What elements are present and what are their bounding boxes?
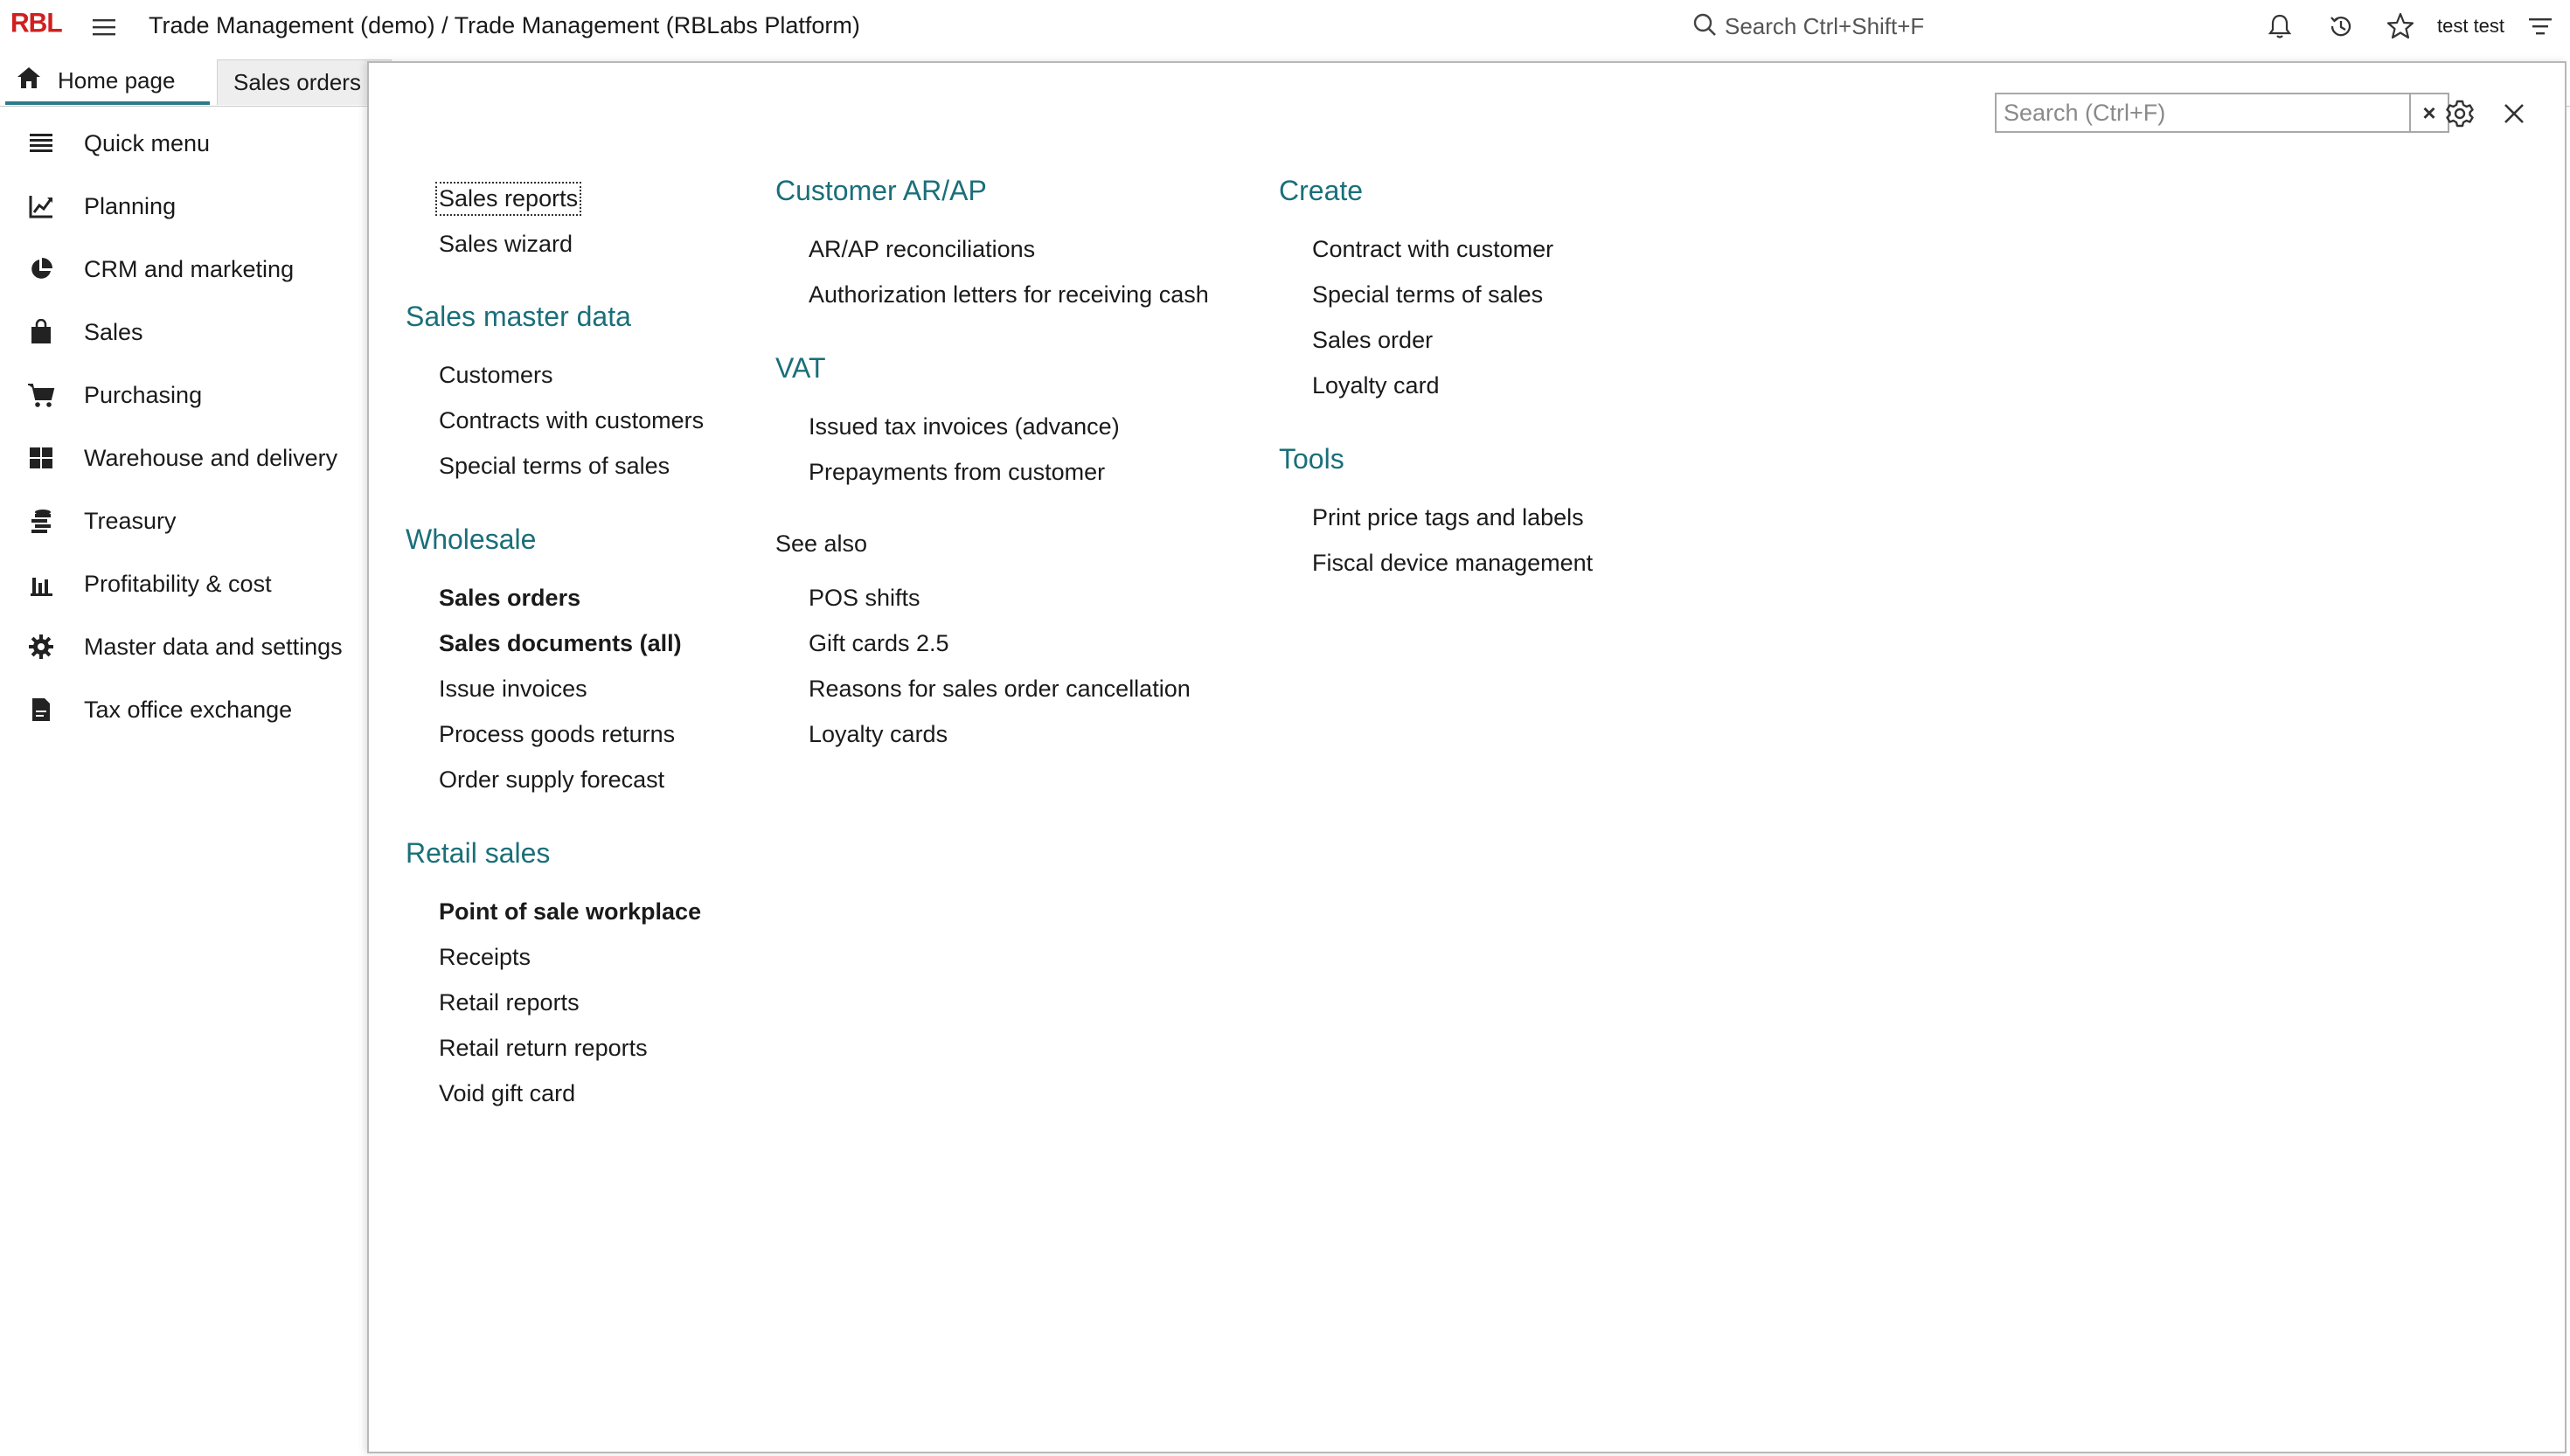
global-search-placeholder: Search Ctrl+Shift+F bbox=[1725, 12, 1925, 39]
link-sales-reports[interactable]: Sales reports bbox=[439, 185, 579, 211]
sidebar-item-tax-office-exchange[interactable] bbox=[0, 683, 367, 736]
section-heading-retail-sales: Retail sales bbox=[406, 837, 551, 869]
link-loyalty-cards[interactable]: Loyalty cards bbox=[809, 721, 948, 747]
sidebar-item-master-data-and-settings[interactable] bbox=[0, 621, 367, 673]
section-heading-vat: VAT bbox=[775, 352, 826, 384]
sidebar-item-profitability-cost[interactable] bbox=[0, 558, 367, 610]
section-heading-see-also: See also bbox=[775, 530, 868, 557]
link-special-terms-of-sales[interactable]: Special terms of sales bbox=[439, 453, 670, 479]
link-print-price-tags[interactable]: Print price tags and labels bbox=[1312, 504, 1584, 530]
panel-search-input[interactable] bbox=[1997, 94, 2399, 131]
link-sales-documents-all[interactable]: Sales documents (all) bbox=[439, 630, 682, 656]
link-void-gift-card[interactable]: Void gift card bbox=[439, 1080, 576, 1106]
top-bar bbox=[0, 0, 2570, 54]
link-authorization-letters[interactable]: Authorization letters for receiving cash bbox=[809, 281, 1209, 308]
tab-label: Sales orders bbox=[233, 69, 361, 95]
panel-settings-icon[interactable] bbox=[2442, 96, 2477, 131]
link-create-loyalty-card[interactable]: Loyalty card bbox=[1312, 372, 1440, 399]
clear-search-button[interactable]: × bbox=[2409, 94, 2448, 131]
section-heading-sales-master-data: Sales master data bbox=[406, 301, 631, 332]
link-prepayments-from-customer[interactable]: Prepayments from customer bbox=[809, 459, 1106, 485]
tab-label: Home page bbox=[58, 66, 176, 94]
sidebar-item-label: CRM and marketing bbox=[84, 255, 295, 282]
settings-menu-icon[interactable] bbox=[2525, 10, 2556, 42]
link-point-of-sale-workplace[interactable]: Point of sale workplace bbox=[439, 898, 702, 925]
link-create-contract-with-customer[interactable]: Contract with customer bbox=[1312, 236, 1554, 262]
sidebar-item-label: Tax office exchange bbox=[84, 696, 293, 723]
pie-chart-icon bbox=[26, 254, 56, 284]
grid-icon bbox=[26, 443, 56, 473]
sales-section-panel bbox=[367, 61, 2567, 1453]
tab-sales-orders[interactable] bbox=[217, 59, 392, 105]
menu-icon bbox=[26, 128, 56, 158]
sidebar-item-label: Master data and settings bbox=[84, 633, 343, 660]
bar-chart-icon bbox=[26, 569, 56, 599]
link-reasons-for-cancellation[interactable]: Reasons for sales order cancellation bbox=[809, 676, 1191, 702]
link-contracts-with-customers[interactable]: Contracts with customers bbox=[439, 407, 705, 433]
bell-icon[interactable] bbox=[2264, 10, 2296, 42]
sidebar-item-label: Quick menu bbox=[84, 129, 211, 156]
link-retail-reports[interactable]: Retail reports bbox=[439, 989, 580, 1016]
link-issued-tax-invoices[interactable]: Issued tax invoices (advance) bbox=[809, 413, 1120, 440]
sidebar-item-label: Sales bbox=[84, 318, 143, 345]
link-pos-shifts[interactable]: POS shifts bbox=[809, 585, 920, 611]
sidebar-item-quick-menu[interactable] bbox=[0, 117, 367, 170]
tab-home-page[interactable] bbox=[5, 59, 210, 105]
section-heading-customer-ar-ap: Customer AR/AP bbox=[775, 175, 987, 206]
sidebar-item-label: Profitability & cost bbox=[84, 570, 272, 597]
link-fiscal-device-management[interactable]: Fiscal device management bbox=[1312, 550, 1594, 576]
gear-icon bbox=[26, 632, 56, 662]
app-logo[interactable]: RBL bbox=[10, 8, 62, 38]
sidebar bbox=[0, 107, 367, 1456]
app-title: Trade Management (demo) / Trade Management (RBLabs Platform) bbox=[149, 12, 860, 38]
link-ar-ap-reconciliations[interactable]: AR/AP reconciliations bbox=[809, 236, 1036, 262]
sidebar-item-planning[interactable] bbox=[0, 180, 367, 232]
sidebar-item-label: Planning bbox=[84, 192, 177, 219]
link-gift-cards[interactable]: Gift cards 2.5 bbox=[809, 630, 949, 656]
sidebar-item-purchasing[interactable] bbox=[0, 369, 367, 421]
panel-search-box bbox=[1995, 93, 2449, 133]
link-sales-wizard[interactable]: Sales wizard bbox=[439, 231, 573, 257]
sidebar-item-treasury[interactable] bbox=[0, 495, 367, 547]
sidebar-item-warehouse-and-delivery[interactable] bbox=[0, 432, 367, 484]
coins-icon bbox=[26, 506, 56, 536]
link-receipts[interactable]: Receipts bbox=[439, 944, 531, 970]
history-icon[interactable] bbox=[2325, 10, 2357, 42]
sidebar-item-label: Purchasing bbox=[84, 381, 203, 408]
section-heading-create: Create bbox=[1279, 175, 1364, 206]
shopping-bag-icon bbox=[26, 317, 56, 347]
star-icon[interactable] bbox=[2385, 10, 2416, 42]
cart-icon bbox=[26, 380, 56, 410]
user-name[interactable]: test test bbox=[2437, 15, 2505, 37]
link-issue-invoices[interactable]: Issue invoices bbox=[439, 676, 587, 702]
document-icon bbox=[26, 695, 56, 725]
home-icon bbox=[16, 66, 42, 96]
section-heading-tools: Tools bbox=[1279, 443, 1344, 475]
planning-chart-icon bbox=[26, 191, 56, 221]
global-search-input[interactable] bbox=[1691, 10, 1989, 42]
link-create-sales-order[interactable]: Sales order bbox=[1312, 327, 1434, 353]
link-process-goods-returns[interactable]: Process goods returns bbox=[439, 721, 676, 747]
link-create-special-terms-of-sales[interactable]: Special terms of sales bbox=[1312, 281, 1544, 308]
link-order-supply-forecast[interactable]: Order supply forecast bbox=[439, 766, 665, 793]
link-customers[interactable]: Customers bbox=[439, 362, 553, 388]
search-icon bbox=[1691, 11, 1718, 42]
link-retail-return-reports[interactable]: Retail return reports bbox=[439, 1035, 648, 1061]
sidebar-item-label: Warehouse and delivery bbox=[84, 444, 338, 471]
sidebar-item-label: Treasury bbox=[84, 507, 177, 534]
section-heading-wholesale: Wholesale bbox=[406, 523, 537, 555]
sidebar-item-crm-and-marketing[interactable] bbox=[0, 243, 367, 295]
close-icon[interactable] bbox=[2498, 98, 2530, 129]
sidebar-item-sales[interactable] bbox=[0, 306, 367, 358]
link-sales-orders[interactable]: Sales orders bbox=[439, 585, 581, 611]
main-menu-icon[interactable] bbox=[91, 14, 117, 40]
